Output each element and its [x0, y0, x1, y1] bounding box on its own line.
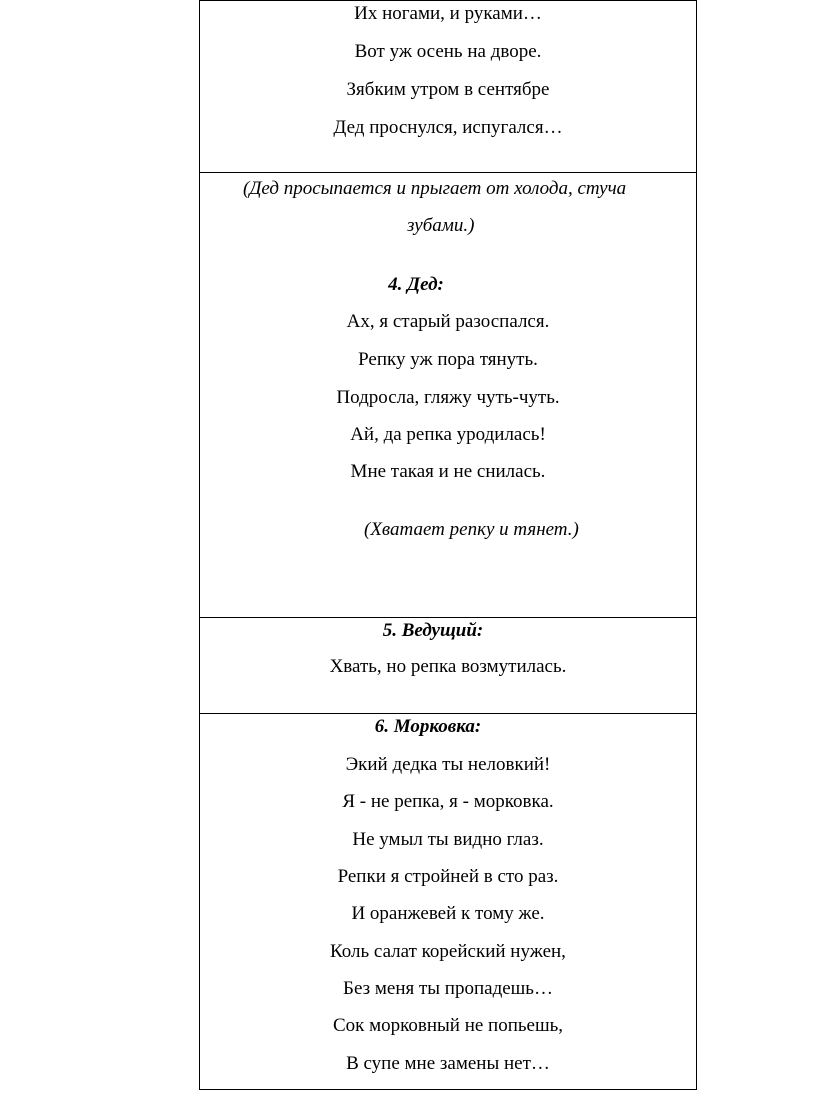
verse-line: Репки я стройней в сто раз.	[337, 866, 559, 887]
verse-line: Репку уж пора тянуть.	[358, 349, 538, 370]
speaker-name: 4. Дед:	[388, 274, 444, 295]
table-row	[200, 617, 696, 713]
verse-line: Сок морковный не попьешь,	[332, 1015, 564, 1036]
verse-line: Не умыл ты видно глаз.	[352, 829, 544, 850]
verse-line: Мне такая и не снилась.	[350, 461, 546, 482]
script-table	[199, 0, 697, 1090]
verse-line: Подросла, гляжу чуть-чуть.	[336, 387, 560, 408]
verse-line: В супе мне замены нет…	[346, 1053, 550, 1074]
table-row	[200, 0, 696, 172]
verse-line: Без меня ты пропадешь…	[343, 978, 553, 999]
speaker-name: 6. Морковка:	[374, 716, 482, 737]
table-row	[200, 713, 696, 1089]
verse-line: Экий дедка ты неловкий!	[345, 754, 551, 775]
verse-line: Хвать, но репка возмутилась.	[329, 656, 567, 677]
verse-line: Я - не репка, я - морковка.	[342, 791, 554, 812]
stage-direction: зубами.)	[407, 215, 475, 236]
verse-line: И оранжевей к тому же.	[351, 903, 545, 924]
verse-line: Ай, да репка уродилась!	[350, 424, 546, 445]
verse-line: Вот уж осень на дворе.	[354, 41, 542, 62]
verse-line: Зябким утром в сентябре	[346, 79, 550, 100]
verse-line: Дед проснулся, испугался…	[333, 117, 563, 138]
speaker-name: 5. Ведущий:	[382, 620, 484, 641]
verse-line: Ах, я старый разоспался.	[346, 311, 550, 332]
table-row	[200, 172, 696, 617]
verse-line: Коль салат корейский нужен,	[330, 941, 566, 962]
verse-line: Их ногами, и руками…	[354, 3, 542, 24]
stage-direction: (Хватает репку и тянет.)	[364, 519, 579, 540]
stage-direction: (Дед просыпается и прыгает от холода, стуча	[243, 178, 627, 199]
